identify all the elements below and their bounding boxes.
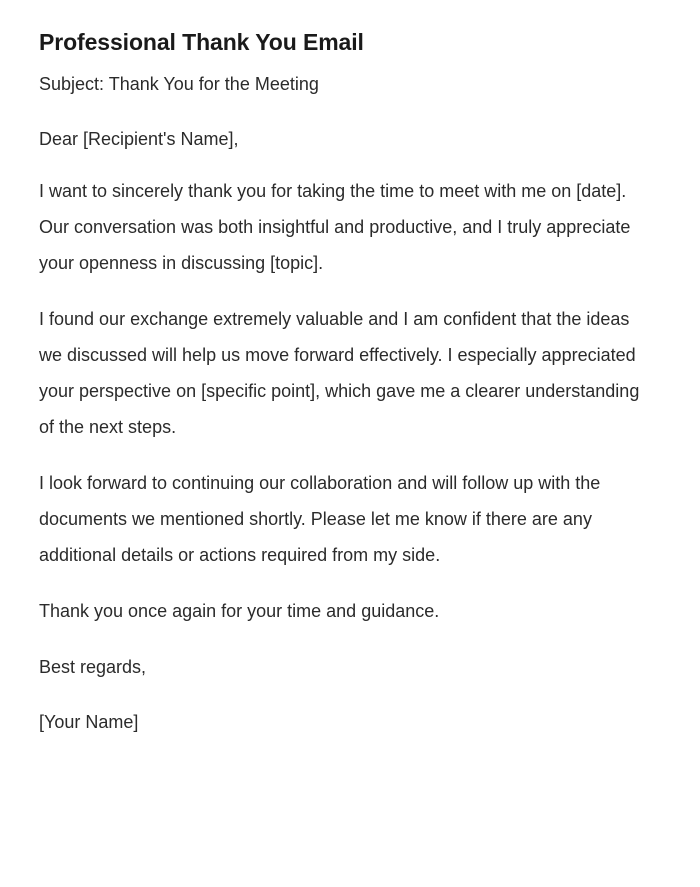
- email-sign-off: Best regards,: [39, 657, 147, 677]
- email-body-paragraph-3: I look forward to continuing our collaboration and will follow up with the documents we mentioned shortly. Please let me know if there are any additional details or actions required from my side.: [39, 473, 601, 565]
- email-body-paragraph-2: I found our exchange extremely valuable and I am confident that the ideas we discussed will help us move forward effectively. I especially appreciated your perspective on [specific point], which gave me a clearer understanding of the next steps.: [39, 309, 640, 437]
- email-signature-name: [Your Name]: [39, 712, 139, 732]
- email-closing-thanks: Thank you once again for your time and guidance.: [39, 601, 440, 621]
- email-salutation: Dear [Recipient's Name],: [39, 129, 239, 149]
- email-body-paragraph-1: I want to sincerely thank you for taking the time to meet with me on [date]. Our conversation was both insightful and productive, and I truly appreciate your openness in discussing [topic].: [39, 181, 631, 273]
- page-title: Professional Thank You Email: [39, 29, 364, 55]
- email-subject-line: Subject: Thank You for the Meeting: [39, 74, 319, 94]
